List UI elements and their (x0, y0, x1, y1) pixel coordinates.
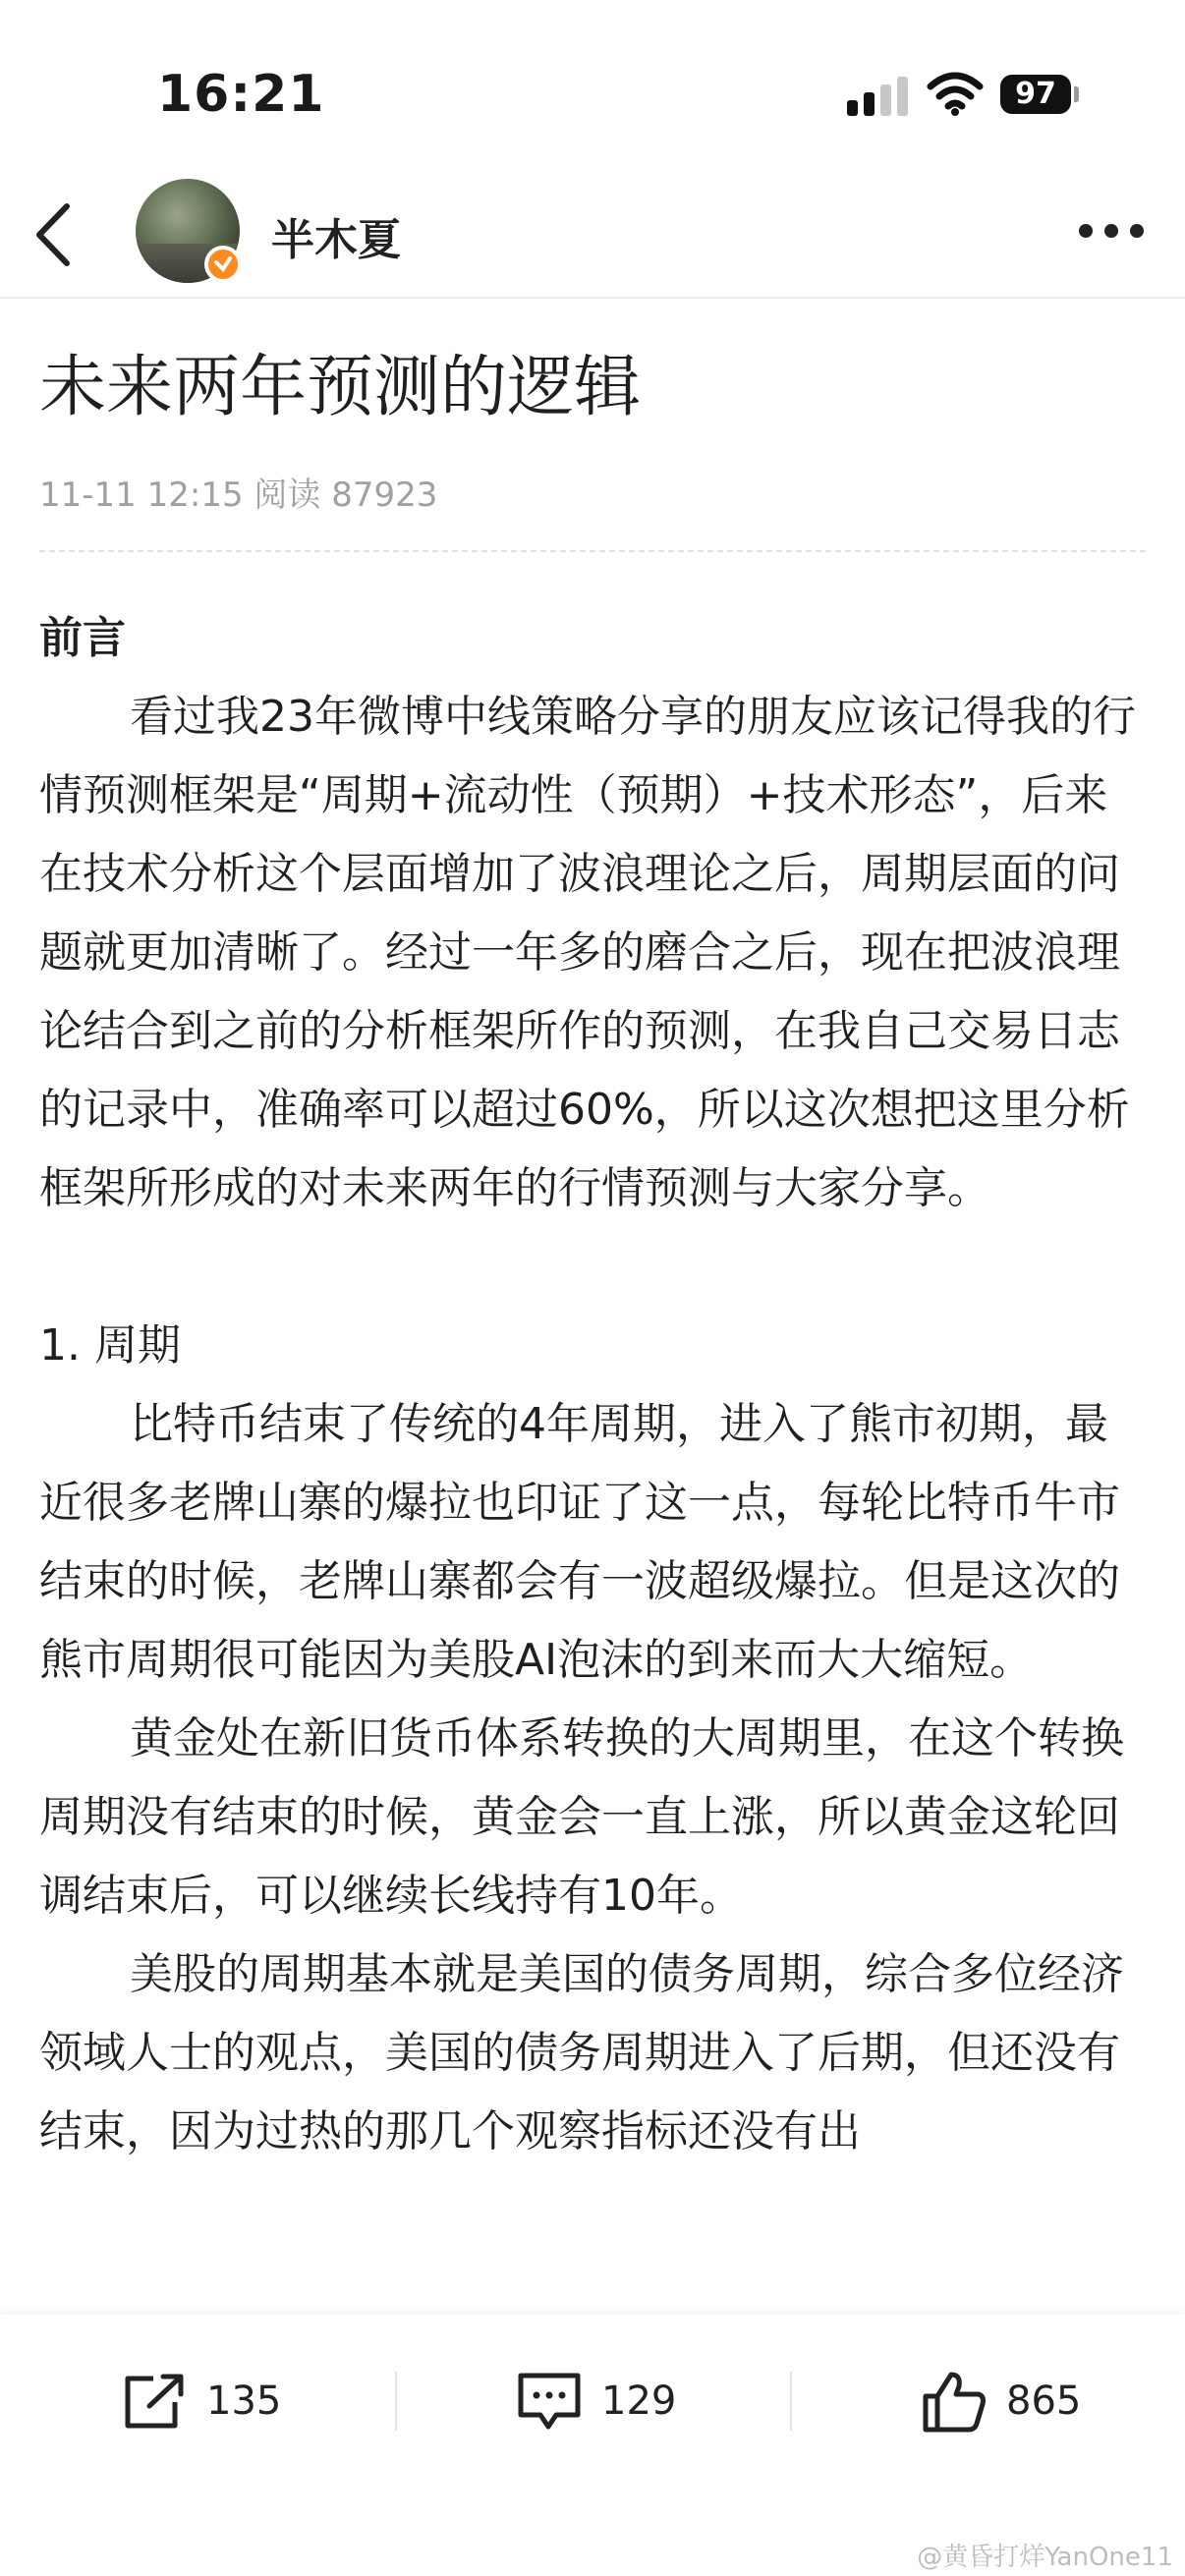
cellular-signal-icon (847, 77, 908, 116)
paragraph: 比特币结束了传统的4年周期，进入了熊市初期，最近很多老牌山寨的爆拉也印证了这一点，每轮比特币牛市结束的时候，老牌山寨都会有一波超级爆拉。但是这次的熊市周期很可能因为美股AI泡沫的到来而大大缩短。 (39, 1399, 1120, 1685)
wifi-icon (927, 71, 984, 116)
watermark: @黄昏打烊YanOne11 (917, 2543, 1173, 2572)
back-arrow-icon[interactable] (29, 200, 75, 269)
verified-badge-icon (204, 246, 242, 283)
status-bar (0, 0, 1185, 187)
more-options-icon[interactable] (1079, 224, 1144, 242)
action-separator (790, 2372, 792, 2431)
paragraph: 美股的周期基本就是美国的债务周期，综合多位经济领域人士的观点，美国的债务周期进入了后期，但还没有结束，因为过热的那几个观察指标还没有出 (39, 1949, 1124, 2156)
comment-button[interactable] (515, 2362, 676, 2440)
paragraph: 黄金处在新旧货币体系转换的大周期里，在这个转换周期没有结束的时候，黄金会一直上涨，所以黄金这轮回调结束后，可以继续长线持有10年。 (39, 1713, 1124, 1921)
share-icon (120, 2371, 189, 2432)
battery-indicator: 97 (1000, 75, 1071, 114)
share-button[interactable] (120, 2362, 281, 2440)
status-time: 16:21 (157, 65, 325, 124)
action-separator (395, 2372, 397, 2431)
section-heading-preface: 前言 (39, 613, 126, 663)
article-body (39, 599, 1150, 2309)
like-count: 865 (1006, 2379, 1082, 2424)
share-count: 135 (206, 2379, 282, 2424)
comment-icon (515, 2370, 584, 2433)
paragraph-spacer (39, 1228, 1150, 1307)
author-name[interactable]: 半木夏 (271, 215, 401, 265)
article-meta: 11-11 12:15 阅读 87923 (39, 476, 438, 515)
paragraph: 看过我23年微博中线策略分享的朋友应该记得我的行情预测框架是“周期+流动性（预期）+技术形态”，后来在技术分析这个层面增加了波浪理论之后，周期层面的问题就更加清晰了。经过一年多的磨合之后，现在把波浪理论结合到之前的分析框架所作的预测，在我自己交易日志的记录中，准确率可以超过60%，所以这次想把这里分析框架所形成的对未来两年的行情预测与大家分享。 (39, 692, 1136, 1213)
comment-count: 129 (601, 2379, 677, 2424)
meta-divider (39, 550, 1146, 552)
section-heading-cycle: 1. 周期 (39, 1320, 181, 1371)
thumbs-up-icon (920, 2369, 988, 2434)
article-header (0, 177, 1185, 299)
article-title: 未来两年预测的逻辑 (39, 349, 642, 426)
battery-tip (1074, 86, 1079, 102)
like-button[interactable] (920, 2362, 1081, 2440)
content-fade (0, 2260, 1185, 2319)
bottom-action-bar (0, 2315, 1185, 2576)
